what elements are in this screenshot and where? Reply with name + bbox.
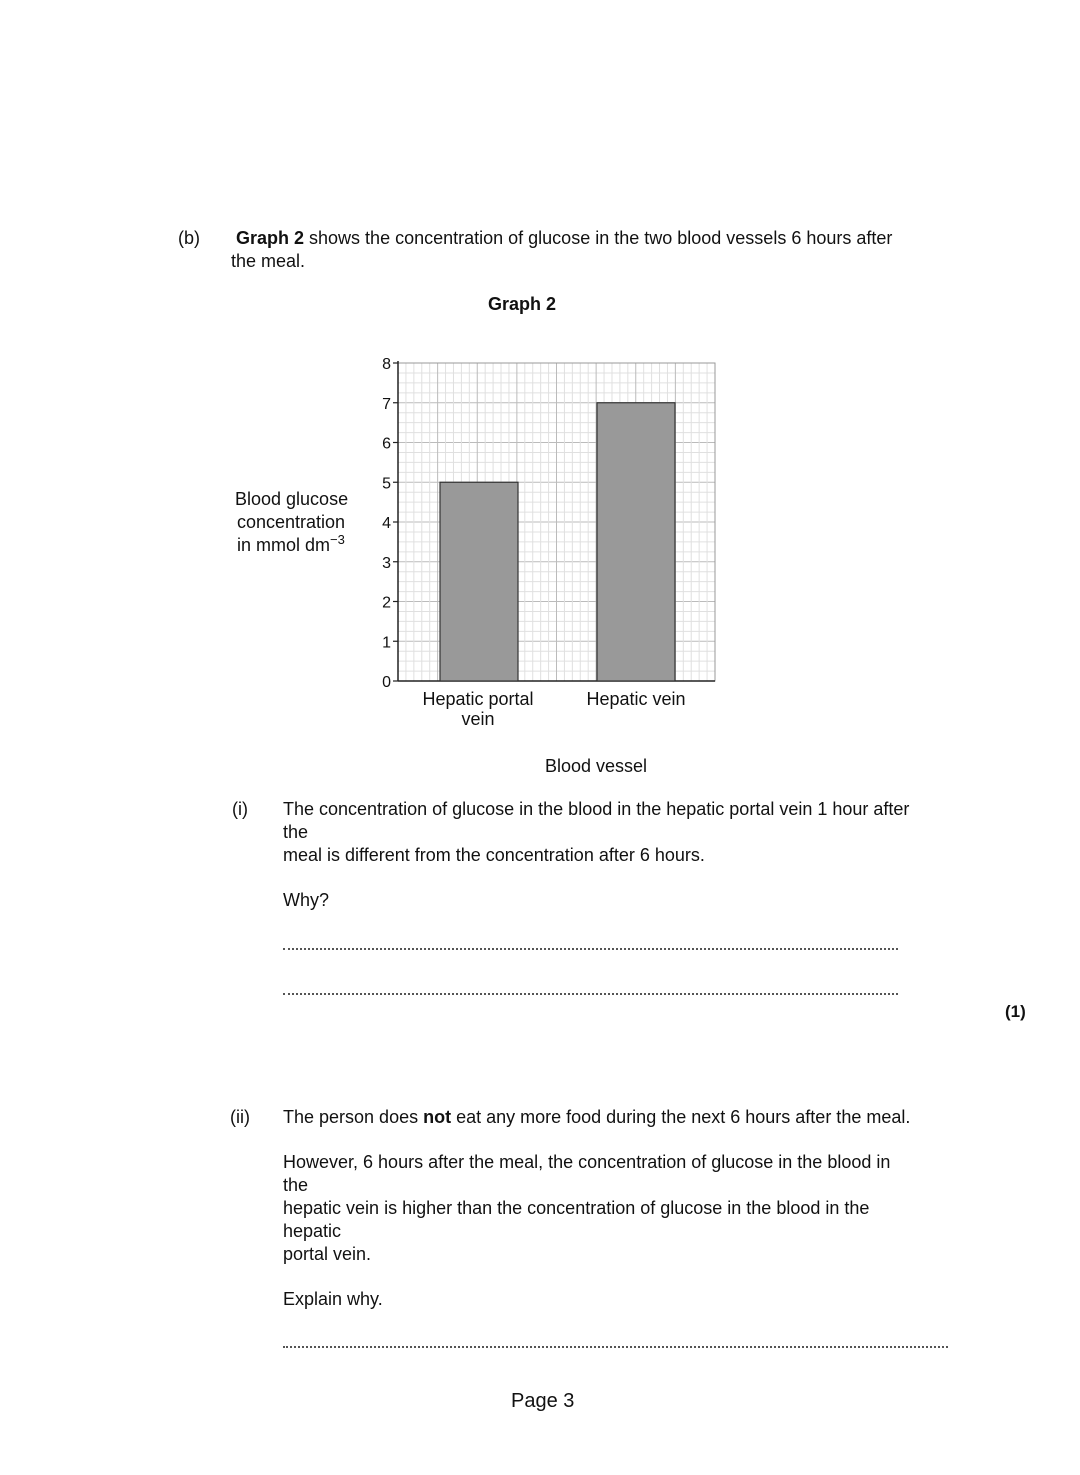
question-ii-prompt: Explain why. <box>283 1289 383 1309</box>
answer-line-i-1[interactable] <box>283 948 898 950</box>
answer-line-i-2[interactable] <box>283 993 898 995</box>
bar-hepatic-vein <box>597 403 675 681</box>
intro-line1: shows the concentration of glucose in the two blood vessels 6 hours after <box>304 228 893 248</box>
y-tick-label: 8 <box>382 356 391 373</box>
y-axis-label: Blood glucose <box>235 489 349 509</box>
y-tick-label: 6 <box>382 435 391 453</box>
graph-reference: Graph 2 <box>236 228 305 248</box>
question-ii-line1 <box>283 1106 1043 1129</box>
question-ii-p2-line4: hepatic <box>283 1221 342 1241</box>
x-axis-label: Blood vessel <box>544 756 648 776</box>
y-tick-label: 4 <box>382 515 391 532</box>
y-tick-label: 0 <box>382 674 391 691</box>
y-tick-label: 7 <box>382 395 391 413</box>
question-ii-p2-line1: However, 6 hours after the meal, the concentration of glucose in the blood in <box>283 1152 891 1172</box>
q2-line1-start: The person does <box>283 1107 424 1127</box>
y-tick-label: 2 <box>382 594 391 612</box>
bar-hepatic-portal-vein <box>440 482 518 681</box>
bar-chart <box>220 345 740 776</box>
question-ii-p2-line3: hepatic vein is higher than the concentration of glucose in the blood in the <box>283 1198 870 1218</box>
question-i-line2: the <box>283 822 309 842</box>
category-label: vein <box>461 709 495 729</box>
category-label: Hepatic portal <box>422 689 534 709</box>
y-tick-label: 1 <box>382 634 391 652</box>
question-i-prompt: Why? <box>283 890 330 910</box>
y-axis-label: concentration <box>237 512 346 532</box>
part-b-intro <box>236 227 996 250</box>
question-i-line1: The concentration of glucose in the blood in the hepatic portal vein 1 hour after <box>283 799 910 819</box>
y-tick-label: 3 <box>382 554 391 572</box>
question-ii-p2-line2: the <box>283 1175 309 1195</box>
question-ii-p2-line5: portal vein. <box>283 1244 372 1264</box>
y-axis-label-superscript: −3 <box>330 532 345 547</box>
question-i-line3: meal is different from the concentration after 6 hours. <box>283 845 705 865</box>
y-axis-label: in mmol $dm^{-3}$ <box>237 532 345 555</box>
part-b-label: (b) <box>178 228 200 248</box>
marks-i: (1) <box>1005 1002 1026 1021</box>
q2-line1-emphasis: not <box>423 1107 452 1127</box>
category-label: Hepatic vein <box>586 689 686 709</box>
q2-line1-end: eat any more food during the next 6 hours after the meal. <box>451 1107 911 1127</box>
answer-line-ii-1[interactable] <box>283 1346 948 1348</box>
chart-title: Graph 2 <box>488 294 557 314</box>
intro-line2: the meal. <box>231 251 306 271</box>
page-number: Page 3 <box>511 1390 575 1412</box>
question-ii-label: (ii) <box>230 1107 250 1127</box>
y-tick-label: 5 <box>382 475 391 493</box>
question-i-label: (i) <box>232 799 248 819</box>
